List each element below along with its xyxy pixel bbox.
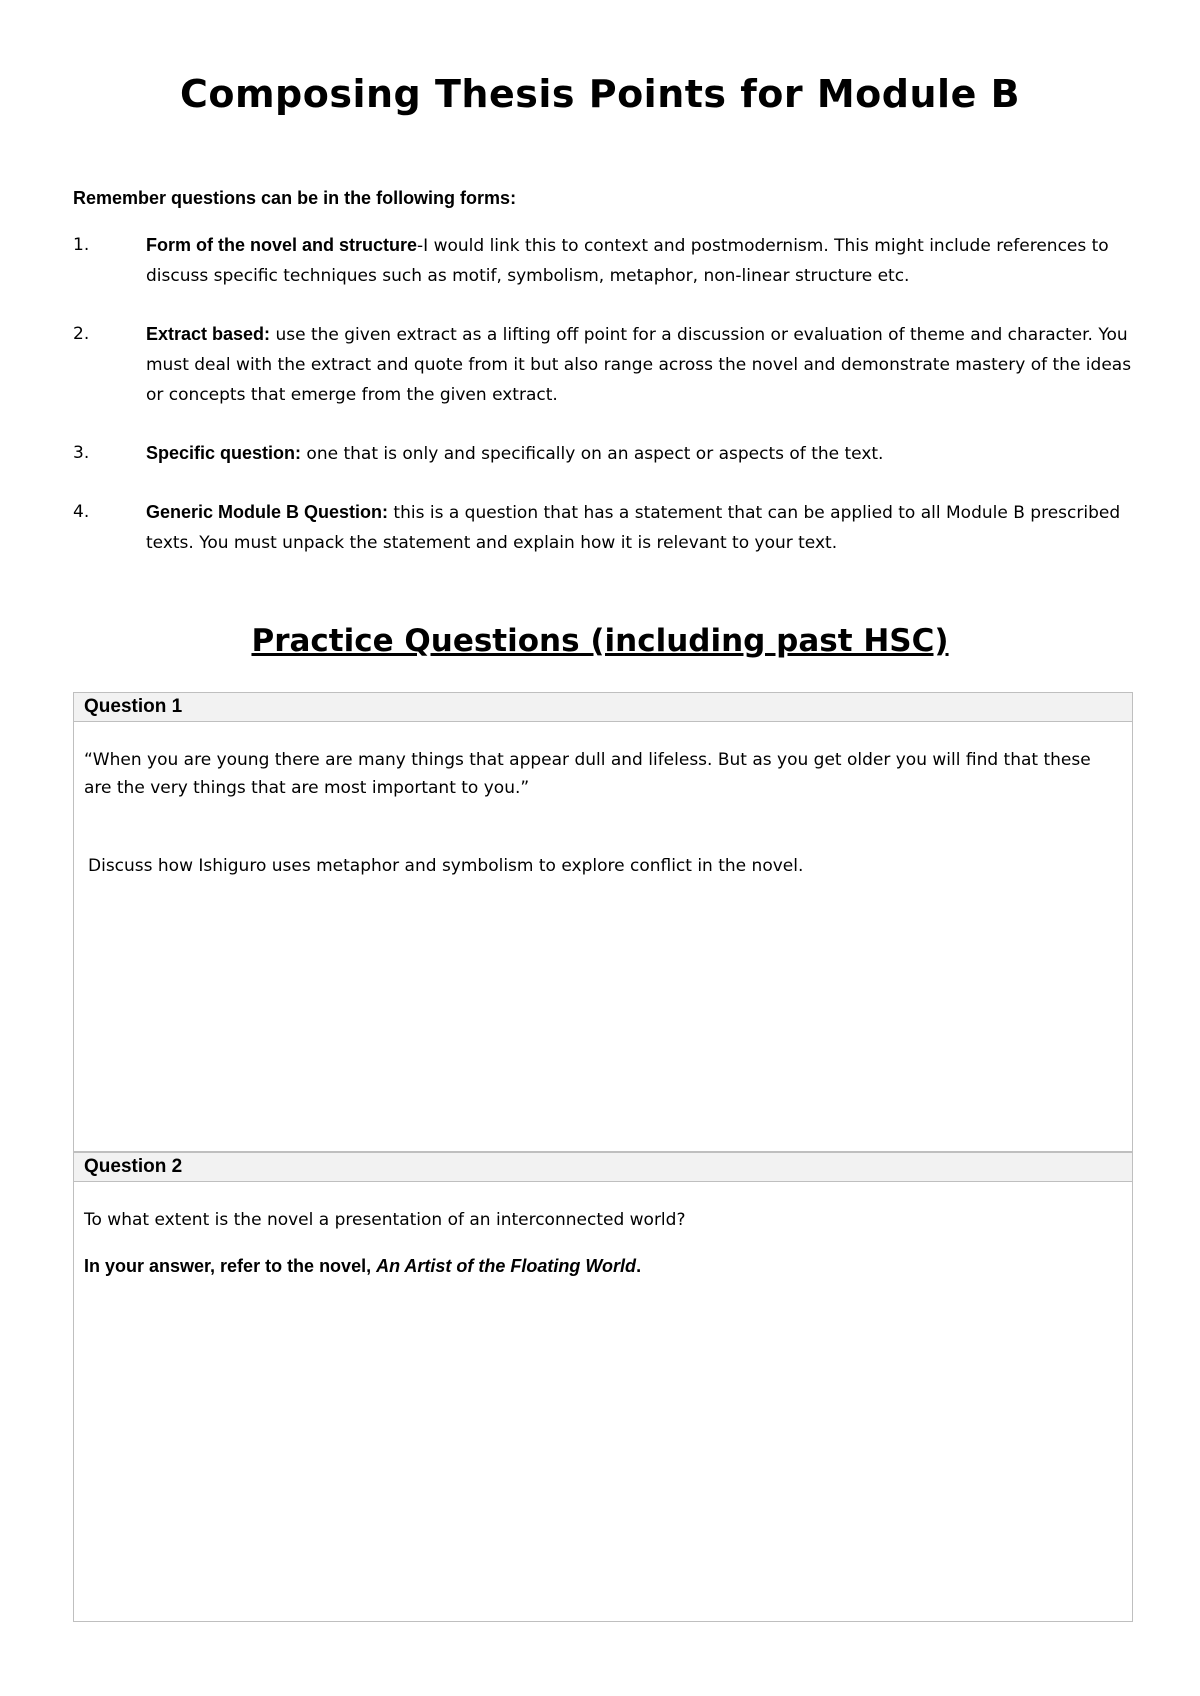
- list-item: [73, 230, 1143, 291]
- page-title: Composing Thesis Points for Module B: [179, 72, 1021, 116]
- question-1-body: [74, 722, 1132, 880]
- list-number: 2.: [73, 324, 90, 344]
- novel-title: An Artist of the Floating World: [376, 1256, 637, 1276]
- question-forms-list: [73, 230, 1143, 586]
- list-item: [73, 497, 1143, 558]
- intro-text: Remember questions can be in the following forms:: [73, 188, 517, 208]
- question-2-header: Question 2: [74, 1153, 1132, 1182]
- list-item: [73, 319, 1143, 410]
- practice-questions-heading: Practice Questions (including past HSC): [251, 623, 949, 659]
- question-1-quote: “When you are young there are many things that appear dull and lifeless. But as you get older you will find that these are the very things that are most important to you.”: [84, 750, 1091, 798]
- question-2-body: [74, 1182, 1132, 1280]
- list-item-text: use the given extract as a lifting off point for a discussion or evaluation of theme and character. You must deal with the extract and quote from it but also range across the novel and demonstrate mastery of the ideas or concepts that emerge from the given extract.: [146, 325, 1132, 405]
- list-item-lead: Extract based:: [146, 324, 271, 344]
- note-lead: In your answer, refer to the novel,: [84, 1256, 377, 1276]
- list-item: [73, 438, 1143, 469]
- list-item-text: -I would link this to context and postmodernism. This might include references to discuss specific techniques such as motif, symbolism, metaphor, non-linear structure etc.: [146, 236, 1109, 286]
- question-1-box: [73, 692, 1133, 1152]
- question-2-prompt: To what extent is the novel a presentation of an interconnected world?: [84, 1210, 686, 1230]
- note-end: .: [636, 1256, 642, 1276]
- question-2-box: [73, 1152, 1133, 1622]
- list-item-text: one that is only and specifically on an aspect or aspects of the text.: [301, 444, 884, 464]
- list-item-lead: Generic Module B Question:: [146, 502, 389, 522]
- list-number: 3.: [73, 443, 90, 463]
- list-item-text: this is a question that has a statement that can be applied to all Module B prescribed texts. You must unpack the statement and explain how it is relevant to your text.: [146, 503, 1121, 553]
- question-2-note: [84, 1252, 1122, 1280]
- list-item-lead: Form of the novel and structure: [146, 235, 418, 255]
- list-item-lead: Specific question:: [146, 443, 302, 463]
- question-1-prompt: Discuss how Ishiguro uses metaphor and symbolism to explore conflict in the novel.: [88, 856, 804, 876]
- list-number: 1.: [73, 235, 90, 255]
- question-1-header: Question 1: [74, 693, 1132, 722]
- list-number: 4.: [73, 502, 90, 522]
